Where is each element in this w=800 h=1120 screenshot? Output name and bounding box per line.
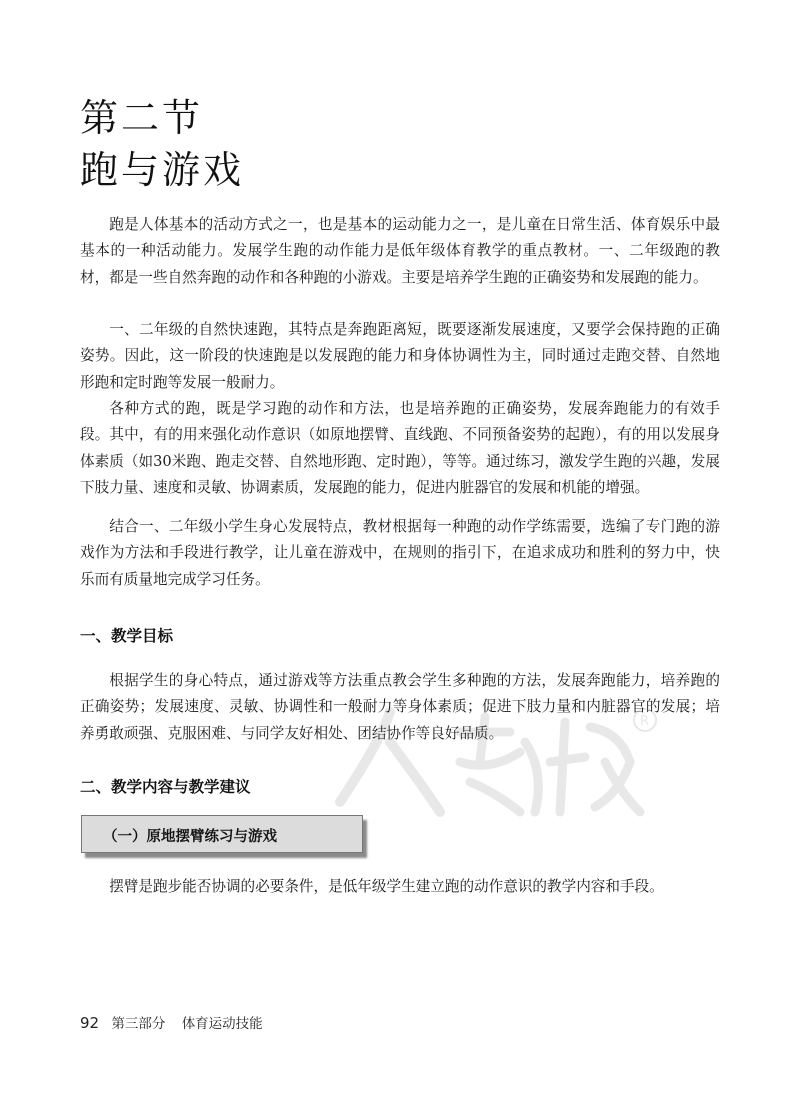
intro-paragraph-4: 结合一、二年级小学生身心发展特点，教材根据每一种跑的动作学练需要，选编了专门跑的游戏作为方法和手段进行教学，让儿童在游戏中，在规则的指引下，在追求成功和胜利的努力中，快乐而有质量地完成学习任务。 (80, 518, 720, 588)
section-number: 第二节 (80, 96, 204, 140)
heading-teaching-goals: 一、教学目标 (80, 627, 174, 645)
subheading-arm-swing: （一）原地摆臂练习与游戏 (103, 829, 277, 845)
intro-paragraph-1: 跑是人体基本的活动方式之一，也是基本的运动能力之一，是儿童在日常生活、体育娱乐中最基本的一种活动能力。发展学生跑的动作能力是低年级体育教学的重点教材。一、二年级跑的教材，都是一些自然奔跑的动作和各种跑的小游戏。主要是培养学生跑的正确姿势和发展跑的能力。 (80, 216, 720, 286)
intro-paragraph-3: 各种方式的跑，既是学习跑的动作和方法，也是培养跑的正确姿势，发展奔跑能力的有效手段。其中，有的用来强化动作意识（如原地摆臂、直线跑、不同预备姿势的起跑），有的用以发展身体素质（如30米跑、跑走交替、自然地形跑、定时跑），等等。通过练习，激发学生跑的兴趣，发展下肢力量、速度和灵敏、协调素质，发展跑的能力，促进内脏器官的发展和机能的增强。 (80, 400, 720, 496)
arm-swing-paragraph: 摆臂是跑步能否协调的必要条件，是低年级学生建立跑的动作意识的教学内容和手段。 (109, 878, 664, 895)
footer-part: 第三部分 (111, 1016, 166, 1032)
subheading-box (81, 815, 363, 853)
page-footer (80, 1012, 263, 1032)
svg-text:R: R (640, 714, 650, 729)
heading-content-advice: 二、教学内容与教学建议 (80, 778, 251, 796)
intro-paragraph-2: 一、二年级的自然快速跑，其特点是奔跑距离短，既要逐渐发展速度，又要学会保持跑的正确姿势。因此，这一阶段的快速跑是以发展跑的能力和身体协调性为主，同时通过走跑交替、自然地形跑和定时跑等发展一般耐力。 (80, 321, 720, 391)
goals-paragraph: 根据学生的身心特点，通过游戏等方法重点教会学生多种跑的方法，发展奔跑能力，培养跑的正确姿势；发展速度、灵敏、协调性和一般耐力等身体素质；促进下肢力量和内脏器官的发展；培养勇敢顽强、克服困难、与同学友好相处、团结协作等良好品质。 (80, 672, 720, 742)
footer-part-title: 体育运动技能 (181, 1016, 263, 1032)
section-title: 跑与游戏 (80, 148, 245, 192)
page-title (80, 92, 244, 196)
page-number: 92 (80, 1014, 100, 1032)
publisher-watermark (320, 702, 660, 822)
